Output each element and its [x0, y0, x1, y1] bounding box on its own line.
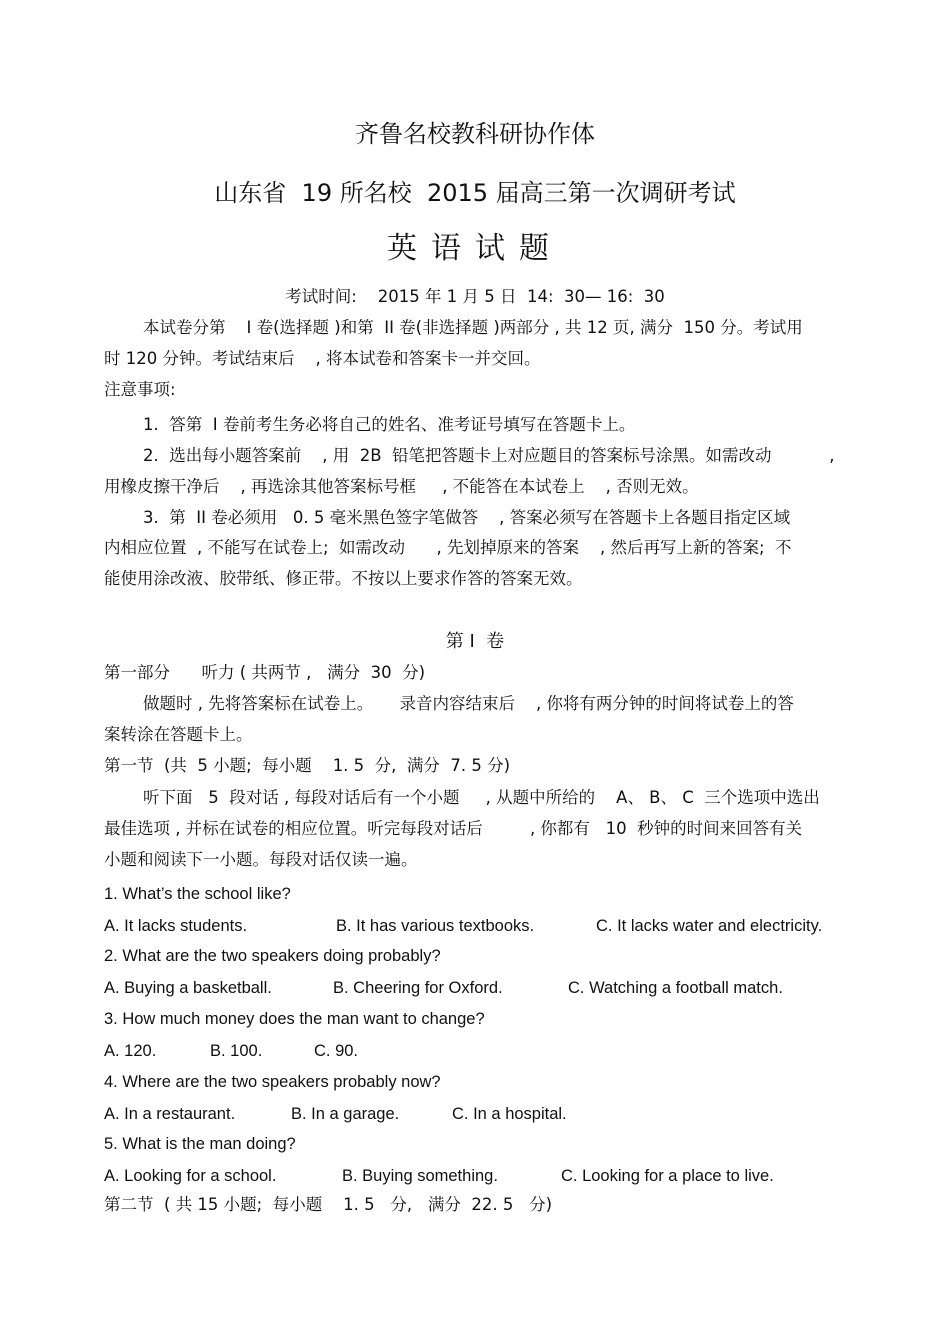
section-title: 第一部分 听力 ( 共两节 , 满分 30 分) — [104, 663, 426, 682]
intro-line-1: 本试卷分第 I 卷(选择题 )和第 II 卷(非选择题 )两部分 , 共 12 页, 满分 150 分。考试用 — [143, 318, 803, 337]
section-2-title: 第二节 ( 共 15 小题; 每小题 1. 5 分, 满分 22. 5 分) — [104, 1195, 553, 1214]
note-3-line-1: 3. 第 II 卷必须用 0. 5 毫米黑色签字笔做答 , 答案必须写在答题卡上各题目指定区域 — [143, 508, 791, 527]
note-1: 1. 答第 I 卷前考生务必将自己的姓名、准考证号填写在答题卡上。 — [143, 415, 636, 434]
question-1: 1. What’s the school like? — [104, 885, 291, 903]
exam-name: 山东省 19 所名校 2015 届高三第一次调研考试 — [214, 179, 736, 207]
option-4a: A. In a restaurant. — [104, 1105, 236, 1123]
question-4: 4. Where are the two speakers probably now? — [104, 1073, 441, 1091]
note-3-line-3: 能使用涂改液、胶带纸、修正带。不按以上要求作答的答案无效。 — [104, 569, 583, 588]
instruction-line-2: 案转涂在答题卡上。 — [104, 725, 253, 744]
section-1-instr-2: 最佳选项 , 并标在试卷的相应位置。听完每段对话后 , 你都有 10 秒钟的时间来回答有关 — [104, 819, 803, 838]
option-1b: B. It has various textbooks. — [336, 917, 535, 935]
option-3b: B. 100. — [210, 1042, 263, 1060]
note-2-line-2: 用橡皮擦干净后 , 再选涂其他答案标号框 , 不能答在本试卷上 , 否则无效。 — [104, 477, 699, 496]
option-2c: C. Watching a football match. — [568, 979, 783, 997]
option-2b: B. Cheering for Oxford. — [333, 979, 503, 997]
question-5: 5. What is the man doing? — [104, 1135, 296, 1153]
note-2-line-1: 2. 选出每小题答案前 , 用 2B 铅笔把答题卡上对应题目的答案标号涂黑。如需改动 , — [143, 446, 835, 465]
option-5a: A. Looking for a school. — [104, 1167, 277, 1185]
option-5c: C. Looking for a place to live. — [561, 1167, 774, 1185]
option-4b: B. In a garage. — [291, 1105, 400, 1123]
exam-time: 考试时间: 2015 年 1 月 5 日 14: 30— 16: 30 — [285, 287, 665, 306]
subject-title: 英语试题 — [387, 231, 563, 266]
notes-title: 注意事项: — [104, 380, 176, 399]
question-3: 3. How much money does the man want to change? — [104, 1010, 485, 1028]
org-title: 齐鲁名校教科研协作体 — [355, 120, 595, 148]
intro-line-2: 时 120 分钟。考试结束后 , 将本试卷和答案卡一并交回。 — [104, 349, 541, 368]
note-3-line-2: 内相应位置 , 不能写在试卷上; 如需改动 , 先划掉原来的答案 , 然后再写上新的答案; 不 — [104, 538, 792, 557]
question-2: 2. What are the two speakers doing probably? — [104, 947, 441, 965]
option-3a: A. 120. — [104, 1042, 157, 1060]
option-1c: C. It lacks water and electricity. — [596, 917, 823, 935]
section-1-title: 第一节 (共 5 小题; 每小题 1. 5 分, 满分 7. 5 分) — [104, 756, 511, 775]
volume-title: 第 I 卷 — [445, 631, 505, 652]
option-3c: C. 90. — [314, 1042, 359, 1060]
instruction-line-1: 做题时 , 先将答案标在试卷上。 录音内容结束后 , 你将有两分钟的时间将试卷上的答 — [143, 694, 794, 713]
option-5b: B. Buying something. — [342, 1167, 498, 1185]
section-1-instr-1: 听下面 5 段对话 , 每段对话后有一个小题 , 从题中所给的 A、 B、 C 三个选项中选出 — [143, 788, 820, 807]
section-1-instr-3: 小题和阅读下一小题。每段对话仅读一遍。 — [104, 850, 418, 869]
option-2a: A. Buying a basketball. — [104, 979, 272, 997]
option-1a: A. It lacks students. — [104, 917, 248, 935]
option-4c: C. In a hospital. — [452, 1105, 567, 1123]
